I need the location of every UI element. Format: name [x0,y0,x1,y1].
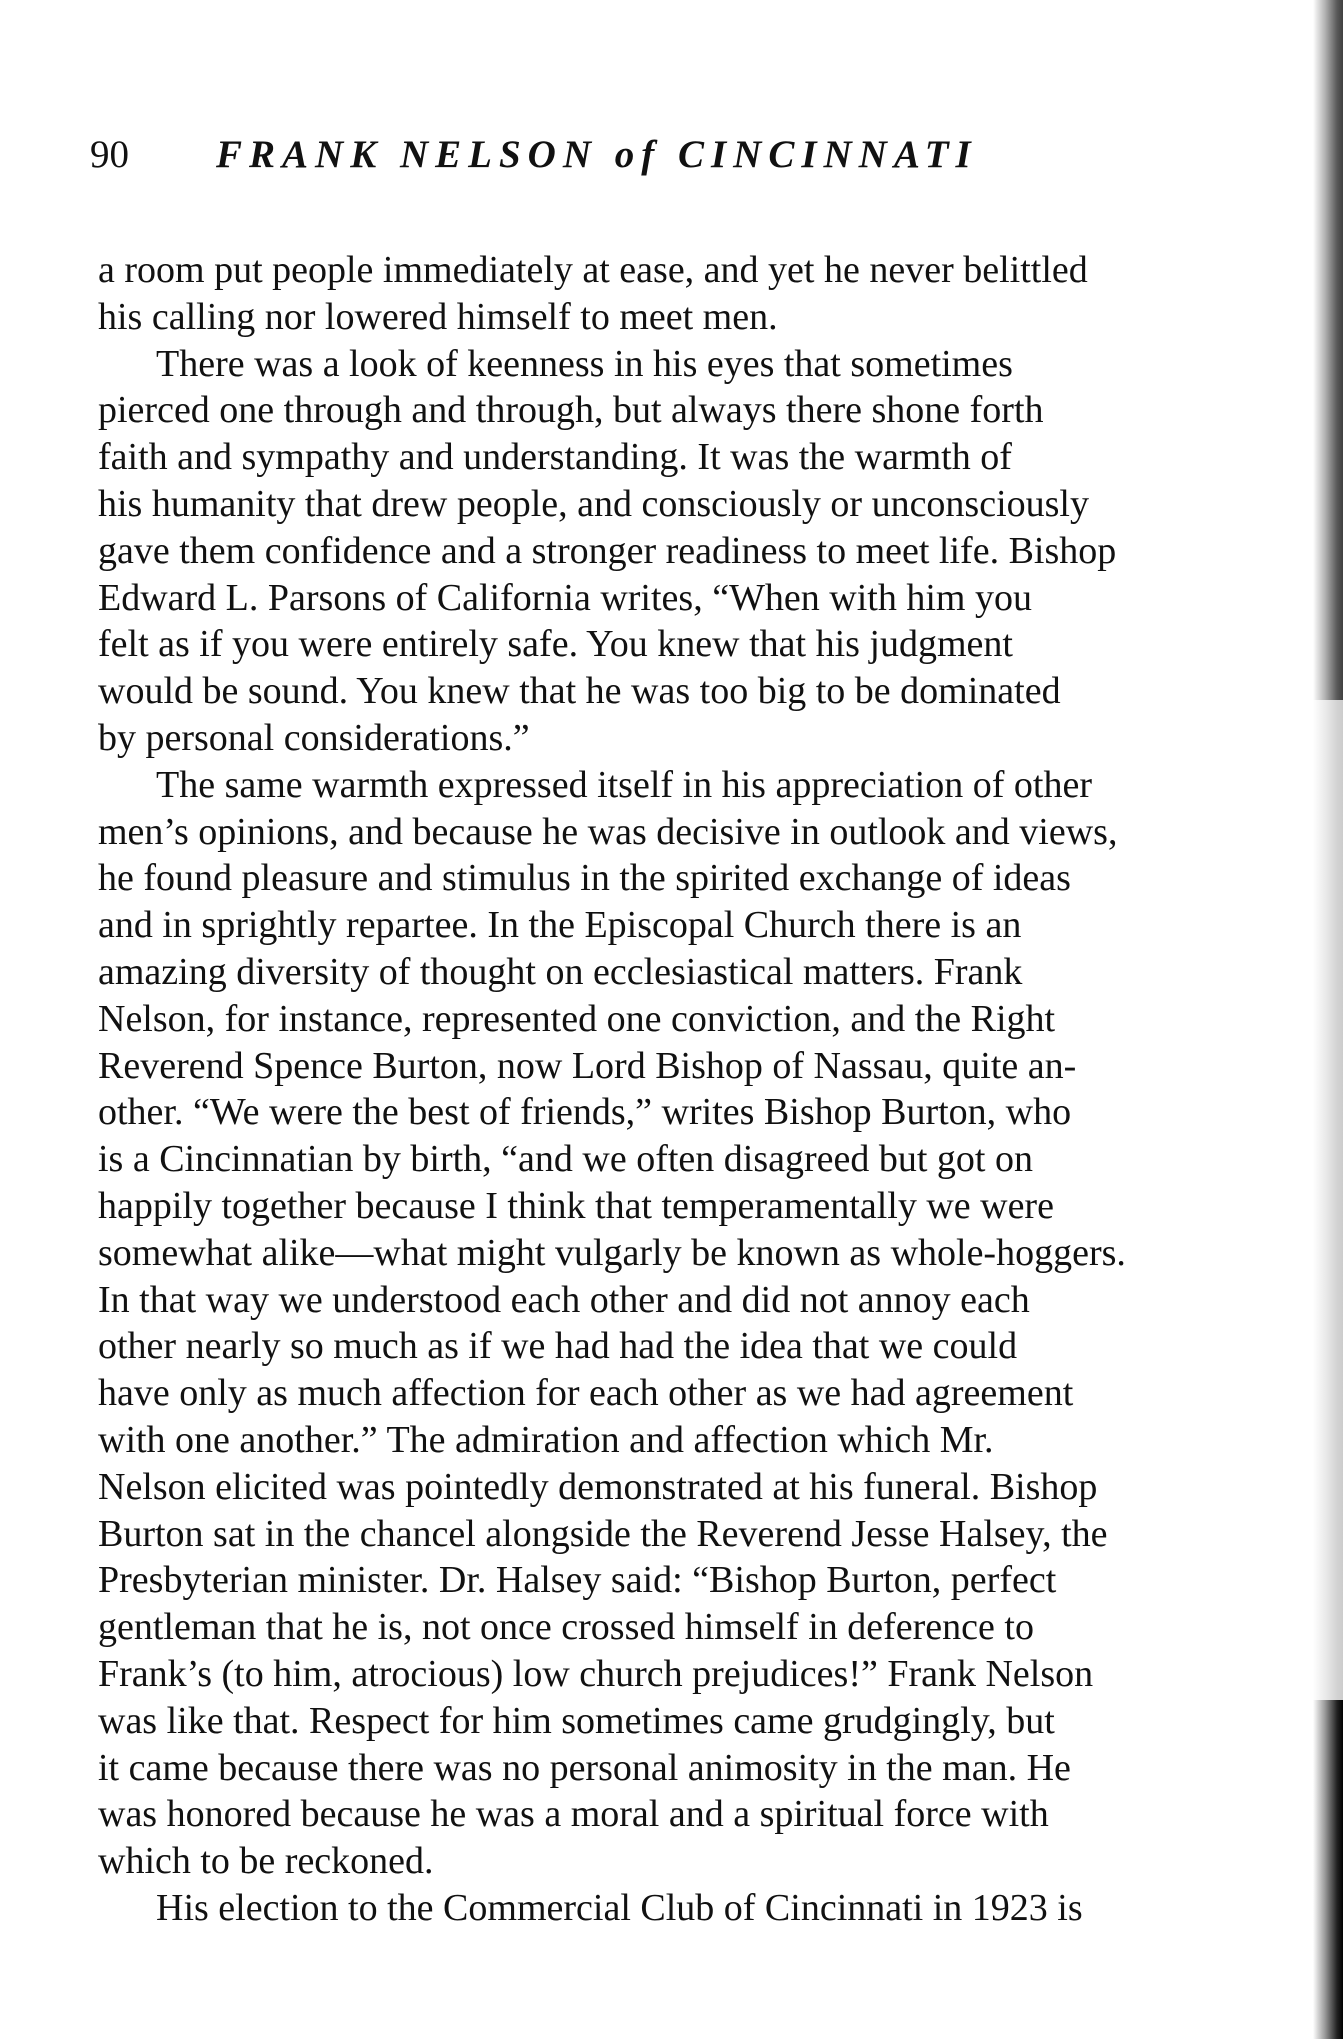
text-line: Reverend Spence Burton, now Lord Bishop of Nassau, quite an- [98,1044,1077,1087]
text-line: Nelson elicited was pointedly demonstrated at his funeral. Bishop [98,1465,1098,1508]
text-line: Nelson, for instance, represented one conviction, and the Right [98,997,1056,1040]
text-line: and in sprightly repartee. In the Episcopal Church there is an [98,904,1022,947]
text-line: was like that. Respect for him sometimes came grudgingly, but [98,1699,1055,1742]
body-text [98,247,1248,1932]
text-line: Presbyterian minister. Dr. Halsey said: “Bishop Burton, perfect [98,1559,1057,1602]
text-line: amazing diversity of thought on ecclesiastical matters. Frank [98,950,1023,993]
text-line: gentleman that he is, not once crossed himself in deference to [98,1606,1034,1649]
text-line: other nearly so much as if we had had the idea that we could [98,1325,1018,1368]
text-line: a room put people immediately at ease, and yet he never belittled [98,249,1088,291]
text-line: which to be reckoned. [98,1840,434,1883]
text-line: with one another.” The admiration and affection which Mr. [98,1418,994,1461]
text-line: men’s opinions, and because he was decisive in outlook and views, [98,810,1118,853]
scan-edge-shadow [1313,0,1343,700]
text-line: faith and sympathy and understanding. It was the warmth of [98,436,1012,479]
text-line: it came because there was no personal animosity in the man. He [98,1746,1071,1789]
text-line: Frank’s (to him, atrocious) low church prejudices!” Frank Nelson [98,1652,1094,1695]
page-number: 90 [90,133,129,176]
scan-edge-shadow [1313,1700,1343,2039]
text-line: There was a look of keenness in his eyes that sometimes [156,342,1013,385]
text-line: was honored because he was a moral and a spiritual force with [98,1793,1049,1836]
text-line: would be sound. You knew that he was too big to be dominated [98,670,1061,713]
text-line: other. “We were the best of friends,” writes Bishop Burton, who [98,1091,1072,1134]
text-line: his humanity that drew people, and consciously or unconsciously [98,482,1089,525]
text-line: somewhat alike—what might vulgarly be known as whole-hoggers. [98,1231,1126,1274]
text-line: happily together because I think that temperamentally we were [98,1184,1054,1227]
running-title: FRANK NELSON of CINCINNATI [216,133,978,176]
text-line: have only as much affection for each other as we had agreement [98,1372,1074,1415]
text-line: gave them confidence and a stronger readiness to meet life. Bishop [98,529,1117,572]
text-line: The same warmth expressed itself in his appreciation of other [156,763,1092,806]
text-line: pierced one through and through, but always there shone forth [98,389,1044,432]
text-line: by personal considerations.” [98,716,530,759]
text-line: Burton sat in the chancel alongside the Reverend Jesse Halsey, the [98,1512,1108,1555]
text-line: his calling nor lowered himself to meet men. [98,295,778,338]
text-line: Edward L. Parsons of California writes, “When with him you [98,576,1032,619]
text-line: he found pleasure and stimulus in the spirited exchange of ideas [98,857,1071,900]
text-line: is a Cincinnatian by birth, “and we often disagreed but got on [98,1138,1033,1181]
text-line: felt as if you were entirely safe. You knew that his judgment [98,623,1013,666]
text-line: His election to the Commercial Club of Cincinnati in 1923 is [156,1886,1083,1929]
scan-edge-shadow [1313,700,1343,1700]
page-header [90,132,1140,182]
text-line: In that way we understood each other and did not annoy each [98,1278,1030,1321]
